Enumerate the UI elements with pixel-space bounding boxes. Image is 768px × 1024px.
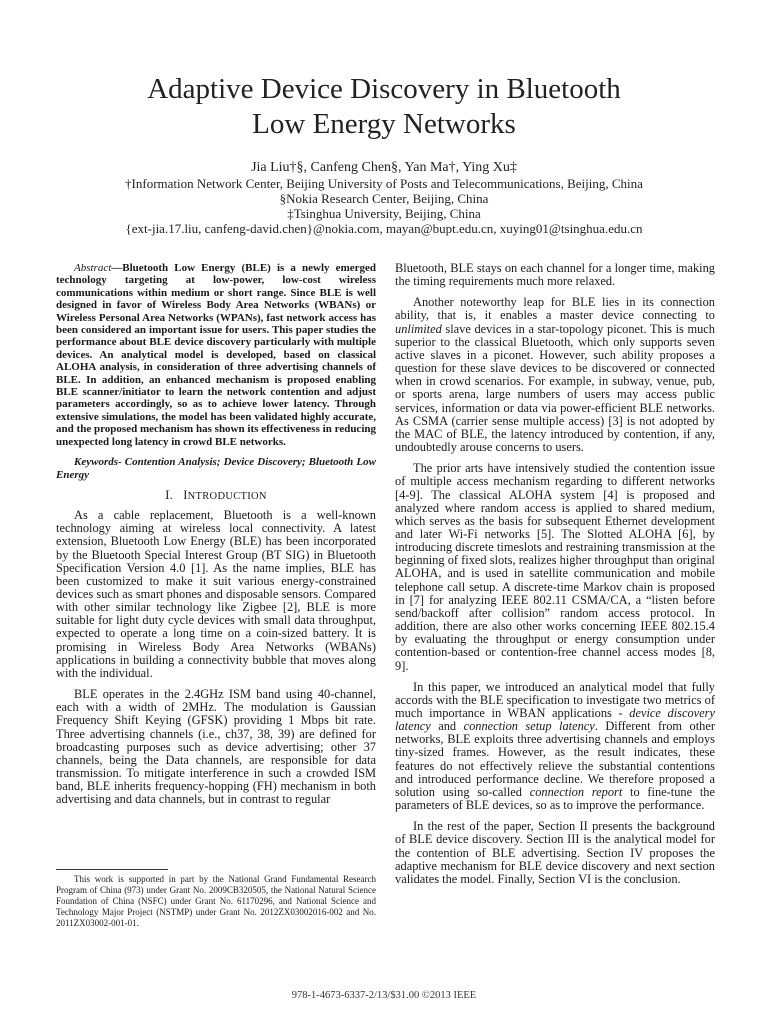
emphasis-text: unlimited — [395, 321, 442, 336]
title-line-2: Low Energy Networks — [252, 108, 516, 140]
text-run: to fine-tune the parameters of BLE devices, so as to improve the performance. — [395, 784, 715, 813]
section-heading-introduction — [56, 489, 376, 503]
section-title-rest: NTRODUCTION — [187, 490, 267, 502]
text-run: . Different from other networks, BLE exploits three advertising channels and employs tiny-sized frames. However, as the result indicates, these features do not effectively relieve the substantial contentions and introduced performance decline. We therefore proposed a solution using so-called — [395, 719, 715, 799]
text-run: In this paper, we introduced an analytical model that fully accords with the BLE specification to investigate two metrics of much importance in WBAN applications - — [395, 679, 715, 720]
abstract-body: —Bluetooth Low Energy (BLE) is a newly emerged technology targeting at low-power, low-cost wireless communications within medium or short range. Since BLE is well designed in favor of Wireless Body Area Networks (WBANs) or Wireless Personal Area Networks (WPANs), fast network access has been considered an important issue for users. This paper studies the performance about BLE device discovery particularly with multiple devices. An analytical model is developed, based on classical ALOHA analysis, in consideration of three advertising channels of BLE. In addition, an enhanced mechanism is proposed enabling BLE scanner/initiator to learn the network contention and adjust parameters accordingly, so as to achieve lower latency. Through extensive simulations, the model has been validated highly accurate, and the proposed mechanism has shown its effectiveness in reducing unexpected long latency in crowd BLE networks. — [56, 262, 376, 448]
author-emails: {ext-jia.17.liu, canfeng-david.chen}@nokia.com, mayan@bupt.edu.cn, xuying01@tsinghua.edu.cn — [125, 221, 643, 236]
intro-paragraph-1: As a cable replacement, Bluetooth is a well-known technology aiming at wireless local connectivity. A latest extension, Bluetooth Low Energy (BLE) has been incorporated by the Bluetooth Special Interest Group (BT SIG) in Bluetooth Specification Version 4.0 [1]. As the name implies, BLE has been customized to make it suit various energy-constrained devices such as smart phones and disposable sensors. Compared with other similar technology like Zigbee [2], BLE is more suitable for light duty cycle devices with small data throughput, expected to operate a long time on a coin-sized battery. It is promising in Wireless Body Area Networks (WBANs) applications in building a connectivity bubble that moves along with the individual. — [56, 508, 376, 680]
text-run: Another noteworthy leap for BLE lies in its connection ability, that is, it enables a master device connecting to — [395, 295, 715, 323]
section-first-letter: I — [183, 487, 188, 502]
keywords: Keywords- Contention Analysis; Device Discovery; Bluetooth Low Energy — [56, 456, 376, 481]
section-numeral: I. — [165, 487, 174, 502]
affiliation-1: †Information Network Center, Beijing University of Posts and Telecommunications, Beijing, China — [125, 176, 643, 191]
footnote-rule — [56, 869, 168, 870]
text-run: and — [430, 719, 464, 734]
intro-paragraph-2: BLE operates in the 2.4GHz ISM band using 40-channel, each with a width of 2MHz. The modulation is Gaussian Frequency Shift Keying (GFSK) providing 1 Mbps bit rate. Three advertising channels (i.e., ch37, 38, 39) are defined for broadcasting purposes such as device advertising; other 37 channels, being the Data channels, are responsible for data transmission. To mitigate interference in such a crowded ISM band, BLE inherits frequency-hopping (FH) mechanism in both advertising and data channels, but in contrast to regular — [56, 687, 376, 807]
author-block — [40, 160, 728, 236]
affiliation-2: §Nokia Research Center, Beijing, China — [279, 191, 489, 206]
title-line-1: Adaptive Device Discovery in Bluetooth — [147, 73, 621, 105]
right-paragraph-4 — [395, 681, 715, 813]
paper-title — [40, 72, 728, 142]
right-paragraph-1: Bluetooth, BLE stays on each channel for a longer time, making the timing requirements much more relaxed. — [395, 261, 715, 289]
copyright-footer: 978-1-4673-6337-2/13/$31.00 ©2013 IEEE — [291, 990, 477, 1001]
emphasis-text: connection report — [529, 784, 623, 799]
right-column — [395, 262, 715, 894]
abstract — [56, 262, 376, 448]
author-names: Jia Liu†§, Canfeng Chen§, Yan Ma†, Ying Xu‡ — [251, 160, 517, 175]
emphasis-text: connection setup latency — [463, 719, 595, 734]
left-column — [56, 262, 376, 815]
right-paragraph-3: The prior arts have intensively studied the contention issue of multiple access mechanism regarding to different networks [4-9]. The classical ALOHA system [4] is proposed and analyzed where random access is applied to shared medium, which serves as the basis for subsequent Ethernet development and later Wi-Fi networks [5]. The Slotted ALOHA [6], by introducing discrete timeslots and restraining transmission at the beginning of fixed slots, realizes higher throughput than original ALOHA, and is used in satellite communication and mobile telephone call setup. A discrete-time Markov chain is proposed in [7] for analyzing IEEE 802.11 CSMA/CA, a “listen before send/backoff after collision” random access protocol. In addition, there are also other works concerning IEEE 802.15.4 by evaluating the throughput or energy consumption under contention-based or contention-free channel access modes [8, 9]. — [395, 461, 715, 673]
abstract-lead: Abstract — [74, 262, 112, 274]
right-paragraph-2 — [395, 296, 715, 454]
affiliation-3: ‡Tsinghua University, Beijing, China — [287, 206, 481, 221]
text-run: slave devices in a star-topology piconet. This is much superior to the classical Bluetooth, which only supports seven active slaves in a piconet. However, such ability proposes a question for these slave devices to be discovered or connected when in crowd scenarios. For example, in subway, venue, pub, or sports arena, large numbers of users may access public services, information or data via power-efficient BLE networks. As CSMA (carrier sense multiple access) [3] is not adopted by the MAC of BLE, the latency introduced by contention, if any, undoubtedly arouse concerns to users. — [395, 321, 715, 455]
funding-footnote: This work is supported in part by the National Grand Fundamental Research Program of China (973) under Grant No. 2009CB320505, the National Natural Science Foundation of China (NSFC) under Grant No. 61170296, and National Science and Technology Major Project (NSTMP) under Grant No. 2012ZX03002016-002 and No. 2011ZX03002-001-01. — [56, 874, 376, 928]
emphasis-text: device discovery latency — [395, 706, 715, 734]
right-paragraph-5: In the rest of the paper, Section II presents the background of BLE device discovery. Section III is the analytical model for the contention of BLE advertising. Section IV proposes the adaptive mechanism for BLE device discovery and next section validates the model. Finally, Section VI is the conclusion. — [395, 819, 715, 886]
